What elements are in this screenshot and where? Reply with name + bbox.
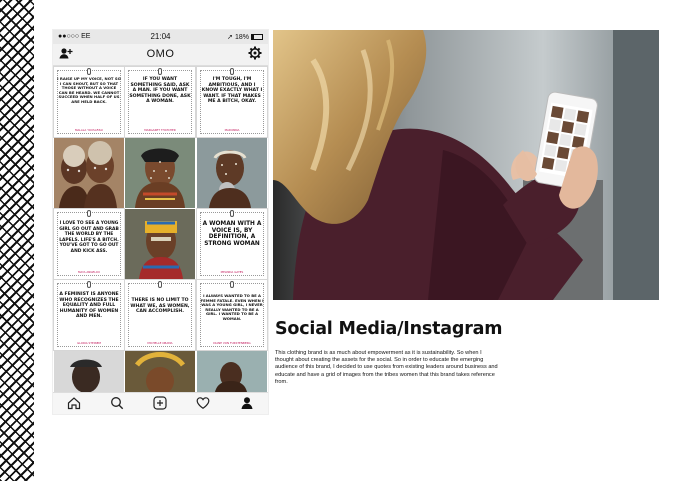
profile-icon[interactable] — [239, 396, 255, 412]
bottom-tab-bar — [53, 392, 268, 414]
phone-screen — [53, 30, 268, 414]
quote-author: DIANE VON FURSTENBERG — [213, 341, 251, 345]
profile-username: OMO — [146, 48, 175, 60]
post-photo-tribal-4[interactable] — [125, 209, 195, 279]
battery-indicator — [227, 33, 263, 41]
battery-icon — [251, 34, 263, 40]
tribal-portrait-image — [125, 209, 195, 279]
tribal-portrait-image — [197, 138, 267, 208]
post-photo-tribal-2[interactable] — [125, 138, 195, 208]
post-photo-tribal-6[interactable] — [125, 351, 195, 392]
post-quote-4[interactable] — [54, 209, 124, 279]
quote-text: I ALWAYS WANTED TO BE A FEMME FATALE. EVEN WHEN I WAS A YOUNG GIRL, I NEVER REALLY WANTED TO BE A GIRL. I WANTED TO BE A WOMAN. — [200, 293, 264, 321]
quote-text: IF YOU WANT SOMETHING SAID, ASK A MAN. IF YOU WANT SOMETHING DONE, ASK A WOMAN. — [129, 77, 191, 105]
tribal-portrait-image — [125, 351, 195, 392]
clip-icon — [158, 281, 162, 288]
carrier-label: ●●○○○ EE — [58, 33, 91, 40]
gear-icon[interactable] — [248, 46, 262, 64]
battery-percent: 18% — [234, 34, 249, 41]
post-quote-5[interactable] — [197, 209, 267, 279]
post-photo-tribal-5[interactable] — [54, 351, 124, 392]
quote-text: I RAISE UP MY VOICE, NOT SO I CAN SHOUT, BUT SO THAT THOSE WITHOUT A VOICE CAN BE HEARD. WE CANNOT SUCCEED WHEN HALF OF US ARE HELD BACK. — [57, 76, 121, 104]
home-icon[interactable] — [66, 396, 82, 412]
clip-icon — [87, 68, 91, 75]
tribal-portrait-image — [54, 351, 124, 392]
clip-icon — [87, 210, 91, 217]
section-heading: Social Media/Instagram — [275, 319, 503, 339]
strip-edge — [34, 0, 38, 481]
search-icon[interactable] — [109, 396, 125, 412]
post-photo-tribal-3[interactable] — [197, 138, 267, 208]
post-photo-tribal-1[interactable] — [54, 138, 124, 208]
tribal-portrait-image — [197, 351, 267, 392]
decorative-pattern-strip — [0, 0, 34, 481]
post-quote-3[interactable] — [197, 67, 267, 137]
tribal-portrait-image — [125, 138, 195, 208]
quote-author: MICHELLE OBAMA — [147, 341, 173, 345]
location-icon: ➚ — [227, 34, 235, 41]
woman-holding-phone-photo — [273, 30, 659, 300]
quote-author: MALALA YOUSAFZAI — [74, 128, 104, 132]
tribal-portrait-image — [54, 138, 124, 208]
post-quote-2[interactable] — [125, 67, 195, 137]
clock: 21:04 — [150, 32, 171, 41]
post-quote-7[interactable] — [125, 280, 195, 350]
quote-text: I'M TOUGH, I'M AMBITIOUS, AND I KNOW EXACTLY WHAT I WANT. IF THAT MAKES ME A BITCH, OKAY. — [201, 77, 263, 105]
plus-icon[interactable] — [152, 396, 168, 412]
quote-text: A WOMAN WITH A VOICE IS, BY DEFINITION, A STRONG WOMAN — [202, 221, 262, 247]
status-bar — [53, 30, 268, 44]
heart-icon[interactable] — [195, 396, 211, 412]
quote-author: MAYA ANGELOU — [77, 270, 101, 274]
section-description: This clothing brand is as much about empowerment as it is sustainability. So when I thought about creating the assets for the social. So in order to educate the emerging audience of this brand, I decided to use quotes from existing leaders around business and educate and have a grid of images from the tribes women that this brand takes reference from. — [275, 350, 498, 385]
quote-author: GLORIA STEINEM — [77, 341, 101, 345]
post-quote-8[interactable] — [197, 280, 267, 350]
clip-icon — [230, 68, 234, 75]
quote-author: MELINDA GATES — [220, 270, 244, 274]
post-photo-tribal-7[interactable] — [197, 351, 267, 392]
post-quote-1[interactable] — [54, 67, 124, 137]
quote-author: MADONNA — [224, 128, 240, 132]
quote-text: THERE IS NO LIMIT TO WHAT WE, AS WOMEN, CAN ACCOMPLISH. — [130, 298, 190, 315]
clip-icon — [230, 281, 234, 288]
clip-icon — [230, 210, 234, 217]
post-quote-6[interactable] — [54, 280, 124, 350]
quote-text: I LOVE TO SEE A YOUNG GIRL GO OUT AND GRAB THE WORLD BY THE LAPELS. LIFE'S A BITCH. YOU'VE GOT TO GO OUT AND KICK ASS. — [59, 221, 119, 254]
quote-text: A FEMINIST IS ANYONE WHO RECOGNIZES THE EQUALITY AND FULL HUMANITY OF WOMEN AND MEN. — [59, 292, 119, 320]
hero-photo-image — [273, 30, 659, 300]
post-grid — [53, 66, 268, 392]
profile-header — [53, 44, 268, 66]
clip-icon — [87, 281, 91, 288]
quote-author: MARGARET THATCHER — [144, 128, 176, 132]
clip-icon — [158, 68, 162, 75]
